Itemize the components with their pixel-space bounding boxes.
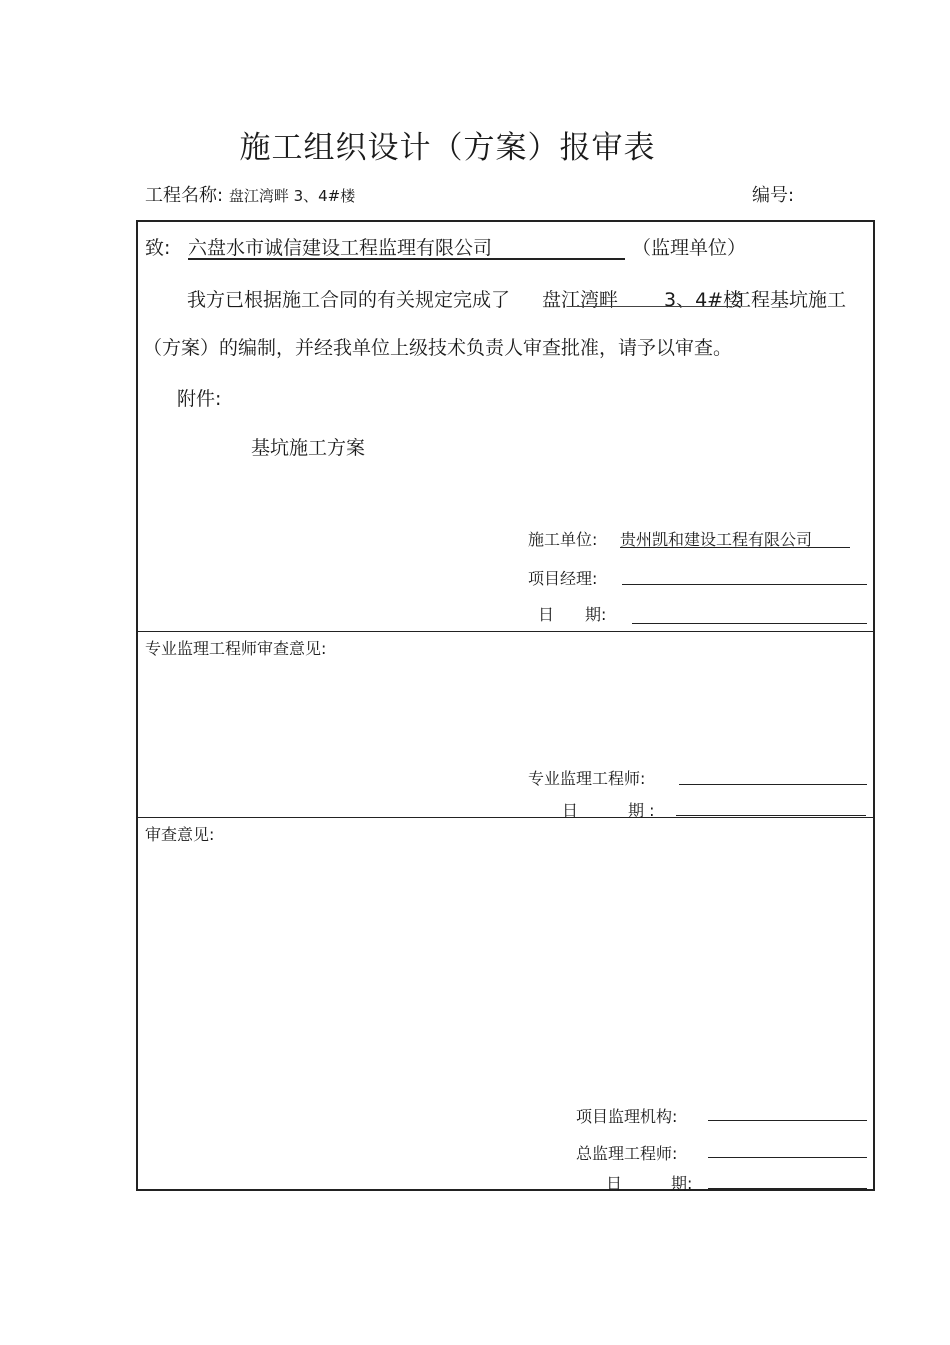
page-title: 施工组织设计（方案）报审表 <box>239 130 656 166</box>
project-name-value: 盘江湾畔 3、4#楼 <box>228 187 356 205</box>
number-label: 编号: <box>752 185 795 206</box>
project-manager-signature-line <box>622 584 867 585</box>
form-frame <box>136 220 875 1191</box>
specialist-engineer-signature-line <box>679 784 867 785</box>
supervisor-company: 六盘水市诚信建设工程监理有限公司 <box>188 237 493 259</box>
review-opinion-heading: 审查意见: <box>145 825 215 844</box>
supervisor-company-underline <box>188 258 625 260</box>
supervisor-unit-suffix: （监理单位） <box>632 237 747 259</box>
body-project-building: 3、4#楼 <box>664 289 743 311</box>
chief-engineer-signature-line <box>708 1157 867 1158</box>
specialist-date-label-day: 日 <box>562 801 579 820</box>
contractor-date-line <box>632 623 867 624</box>
section-divider-2 <box>136 817 875 818</box>
review-date-label-day: 日 <box>606 1174 623 1193</box>
project-manager-label: 项目经理: <box>528 569 598 588</box>
project-name-field <box>145 181 355 207</box>
supervision-org-label: 项目监理机构: <box>576 1107 678 1126</box>
date-label-period: 期: <box>585 605 607 624</box>
contractor-underline <box>620 547 850 548</box>
specialist-date-line <box>676 815 866 816</box>
contractor-label: 施工单位: <box>528 530 598 549</box>
contractor-value: 贵州凯和建设工程有限公司 <box>620 530 813 549</box>
review-date-line <box>708 1188 867 1189</box>
specialist-opinion-heading: 专业监理工程师审查意见: <box>145 639 327 658</box>
section-divider-1 <box>136 631 875 632</box>
review-date-label-period: 期: <box>671 1174 693 1193</box>
body-text-part2: 工程基坑施工 <box>732 289 847 311</box>
to-label: 致: <box>145 237 171 259</box>
attachment-label: 附件: <box>177 388 222 410</box>
specialist-engineer-label: 专业监理工程师: <box>528 769 646 788</box>
date-label-day: 日 <box>538 605 555 624</box>
body-text-line2: （方案）的编制，并经我单位上级技术负责人审查批准，请予以审查。 <box>143 337 733 359</box>
body-project-underline <box>567 306 732 307</box>
supervision-org-signature-line <box>708 1120 867 1121</box>
specialist-date-label-period: 期 : <box>628 801 655 820</box>
project-name-label: 工程名称: <box>145 185 224 206</box>
chief-engineer-label: 总监理工程师: <box>576 1144 678 1163</box>
attachment-item: 基坑施工方案 <box>251 437 366 459</box>
body-project-name: 盘江湾畔 <box>542 289 619 311</box>
body-text-part1: 我方已根据施工合同的有关规定完成了 <box>187 289 511 311</box>
